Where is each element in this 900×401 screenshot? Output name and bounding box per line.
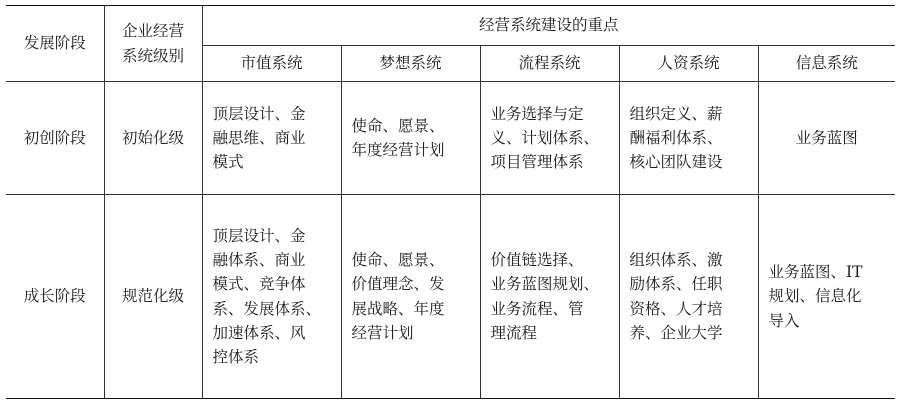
cell-line: 控体系 xyxy=(212,347,260,366)
cell-hr xyxy=(619,195,758,399)
cell-line: 核心团队建设 xyxy=(629,153,723,171)
cell-line: 使命、愿景、 xyxy=(351,251,445,270)
cell-info: 业务蓝图 xyxy=(758,82,895,195)
cell-dream xyxy=(341,195,480,399)
cell-line: 模式 xyxy=(212,153,244,171)
header-hr-system: 人资系统 xyxy=(619,46,758,82)
cell-dream xyxy=(341,82,480,195)
cell-line: 导入 xyxy=(768,311,800,330)
cell-line: 义、计划体系、 xyxy=(490,128,600,147)
cell-line: 资格、人才培 xyxy=(629,299,723,318)
header-stage: 发展阶段 xyxy=(6,6,104,82)
cell-market-value xyxy=(202,195,341,399)
cell-level: 规范化级 xyxy=(104,195,202,399)
cell-line: 顶层设计、金 xyxy=(212,104,306,123)
cell-line: 融思维、商业 xyxy=(212,128,306,147)
table-row-growth xyxy=(6,195,895,399)
cell-line: 业务流程、管 xyxy=(490,299,584,318)
cell-line: 展战略、年度 xyxy=(351,299,445,318)
cell-line: 顶层设计、金 xyxy=(212,227,306,246)
header-row-1 xyxy=(6,6,895,46)
cell-line: 经营计划 xyxy=(351,323,414,342)
cell-line: 价值理念、发 xyxy=(351,275,445,294)
cell-line: 业务蓝图、IT xyxy=(768,263,863,282)
business-system-table xyxy=(6,5,895,399)
cell-line: 业务蓝图规划、 xyxy=(490,275,600,294)
header-level-line: 企业经营 xyxy=(121,22,184,41)
cell-line: 价值链选择、 xyxy=(490,251,584,270)
cell-line: 组织体系、激 xyxy=(629,251,723,270)
cell-line: 理流程 xyxy=(490,323,538,342)
cell-line: 模式、竞争体 xyxy=(212,275,306,294)
cell-line: 融体系、商业 xyxy=(212,251,306,270)
cell-process xyxy=(480,195,619,399)
cell-hr xyxy=(619,82,758,195)
header-focus: 经营系统建设的重点 xyxy=(202,6,895,46)
cell-line: 酬福利体系、 xyxy=(629,128,723,147)
header-level xyxy=(104,6,202,82)
cell-line: 项目管理体系 xyxy=(490,153,584,171)
cell-stage: 初创阶段 xyxy=(6,82,104,195)
header-dream-system: 梦想系统 xyxy=(341,46,480,82)
cell-line: 业务选择与定 xyxy=(490,104,584,123)
cell-stage: 成长阶段 xyxy=(6,195,104,399)
cell-line: 励体系、任职 xyxy=(629,275,723,294)
table-row-startup xyxy=(6,82,895,195)
cell-process xyxy=(480,82,619,195)
header-level-line: 系统级别 xyxy=(121,46,184,65)
cell-line: 规划、信息化 xyxy=(768,287,862,306)
header-market-value-system: 市值系统 xyxy=(202,46,341,82)
cell-info xyxy=(758,195,895,399)
cell-line: 年度经营计划 xyxy=(351,141,445,159)
cell-line: 养、企业大学 xyxy=(629,323,723,342)
cell-market-value xyxy=(202,82,341,195)
header-process-system: 流程系统 xyxy=(480,46,619,82)
cell-level: 初始化级 xyxy=(104,82,202,195)
cell-line: 使命、愿景、 xyxy=(351,116,445,135)
header-info-system: 信息系统 xyxy=(758,46,895,82)
cell-line: 组织定义、薪 xyxy=(629,104,723,123)
cell-line: 加速体系、风 xyxy=(212,323,306,342)
cell-line: 系、发展体系、 xyxy=(212,299,322,318)
